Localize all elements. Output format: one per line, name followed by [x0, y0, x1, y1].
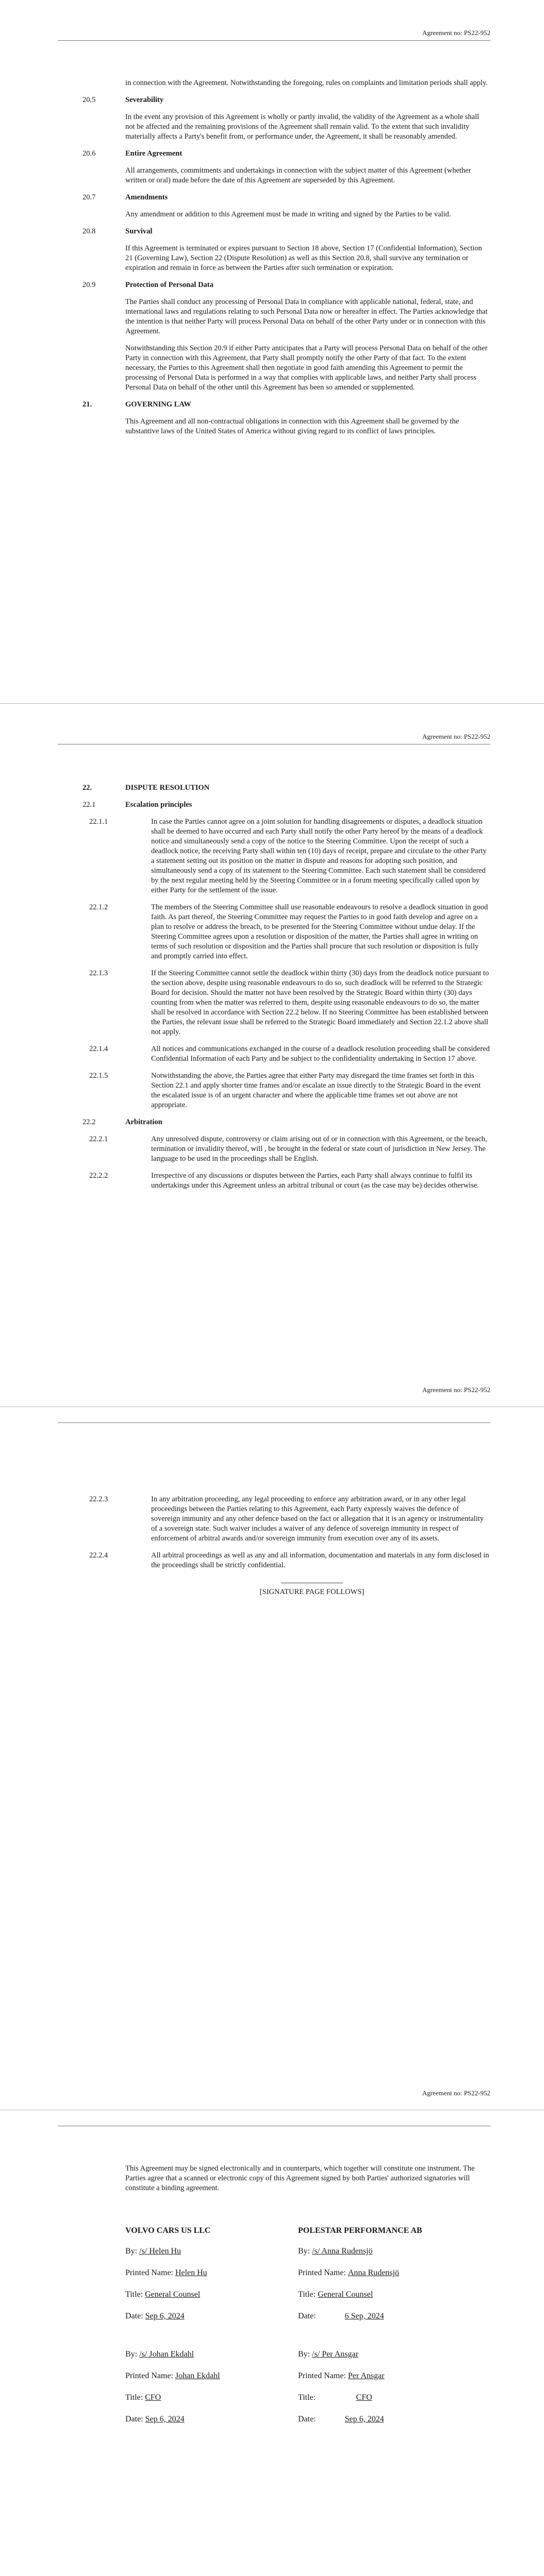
- printed-name-field[interactable]: Helen Hu: [175, 2268, 207, 2277]
- clause-number: 22.2.4: [89, 1551, 108, 1560]
- page-4-body: [36, 2164, 490, 2200]
- agreement-number-footer: Agreement no: PS22-952: [422, 1386, 490, 1394]
- section-21-text: This Agreement and all non-contractual obligations in connection with this Agreement shall be governed by the substantive laws of the United States of America without giving regard to its conflict of laws principles.: [125, 417, 459, 435]
- section-title: GOVERNING LAW: [125, 400, 191, 409]
- section-20-6: [36, 149, 490, 159]
- section-number: 20.8: [83, 227, 96, 235]
- intro-paragraph: in connection with the Agreement. Notwithstanding the foregoing, rules on complaints and limitation periods shall apply.: [125, 79, 488, 87]
- date-field[interactable]: 6 Sep, 2024: [344, 2312, 384, 2320]
- signer-2-by: By: /s/ Johan Ekdahl: [125, 2350, 217, 2359]
- clause-22-1-1: [36, 817, 490, 895]
- title-field[interactable]: CFO: [356, 2393, 372, 2402]
- section-title: Protection of Personal Data: [125, 281, 213, 289]
- printed-name-field[interactable]: Johan Ekdahl: [175, 2371, 220, 2380]
- section-title: Survival: [125, 227, 153, 235]
- page-4: [0, 2110, 544, 2576]
- clause-22-2-1: [36, 1134, 490, 1164]
- signature-page-follows-text: [SIGNATURE PAGE FOLLOWS]: [259, 1588, 365, 1596]
- signature-field[interactable]: /s/ Johan Ekdahl: [139, 2350, 194, 2359]
- section-20-7-text: Any amendment or addition to this Agreement must be made in writing and signed by the Parties to be valid.: [125, 210, 451, 218]
- clause-text: Any unresolved dispute, controversy or claim arising out of or in connection with this Agreement, or the breach, termination or invalidity thereof, will , be brought in the federal or state court of jurisdiction in New Jersey. The language to be used in the proceedings shall be English.: [151, 1135, 487, 1163]
- section-20-5-text: In the event any provision of this Agreement is wholly or partly invalid, the validity of the Agreement as a whole shall not be affected and the remaining provisions of the Agreement shall remain valid. To the extent that such invalidity materially affects a Party's benefit from, or performance under, the Agreement, it shall be reasonably amended.: [125, 113, 480, 141]
- header-rule: [58, 40, 490, 41]
- clause-number: 22.2.2: [89, 1172, 108, 1180]
- section-number: 22.2: [83, 1118, 96, 1126]
- signer-1-by: By: /s/ Anna Rudensjö: [298, 2247, 410, 2256]
- section-title: Severability: [125, 96, 164, 104]
- clause-text: All notices and communications exchanged in the course of a deadlock resolution proceeding shall be considered Confidential Information of each Party and be subject to the confidentiality undertaking in Section 17 above.: [151, 1045, 490, 1063]
- section-title: Amendments: [125, 193, 168, 201]
- page-2: [0, 704, 544, 1406]
- clause-22-1-2: [36, 903, 490, 961]
- section-20-8: [36, 227, 490, 236]
- page-1-body: [36, 78, 490, 444]
- signer-1-title: Title: General Counsel: [298, 2290, 410, 2299]
- section-22-2: [36, 1117, 490, 1127]
- page-2-body: [36, 783, 490, 1198]
- clause-22-1-5: [36, 1071, 490, 1110]
- section-21: [36, 400, 490, 410]
- section-20-6-text: All arrangements, commitments and undertakings in connection with the subject matter of this Agreement (whether written or oral) made before the date of this Agreement are superseded by this Agreement.: [125, 166, 471, 184]
- signer-1-name: Printed Name: Helen Hu: [125, 2268, 232, 2278]
- clause-text: Irrespective of any discussions or disputes between the Parties, each Party shall always continue to fulfil its undertakings under this Agreement unless an arbitral tribunal or court (as the case may be) decides otherwise.: [151, 1172, 479, 1190]
- section-number: 20.6: [83, 149, 96, 158]
- section-number: 22.: [83, 784, 92, 792]
- company-name: VOLVO CARS US LLC: [125, 2226, 211, 2235]
- clause-22-1-3: [36, 969, 490, 1037]
- section-20-9-text-2: Notwithstanding this Section 20.9 if either Party anticipates that a Party will process Personal Data on behalf of the other Party in connection with this Agreement, that Party shall promptly notify the other Party of that fact. To the extent necessary, the Parties to this Agreement shall then negotiate in good faith amending this Agreement to permit the processing of Personal Data is performed in a way that complies with applicable laws, and neither Party shall process Personal Data on behalf of the other until this Agreement has been so amended or supplemented.: [125, 344, 488, 392]
- clause-number: 22.1.5: [89, 1072, 108, 1080]
- counterparts-paragraph: This Agreement may be signed electronically and in counterparts, which together will constitute one instrument. The Parties agree that a scanned or electronic copy of this Agreement signed by both Parties' authorized signatories will constitute a binding agreement.: [125, 2164, 475, 2192]
- clause-text: The members of the Steering Committee shall use reasonable endeavours to resolve a deadlock situation in good faith. As part thereof, the Steering Committee may request the Parties to in good faith develop and agree on a plan to resolve or address the breach, to be presented for the Steering Committee without undue delay. If the Steering Committee agrees upon a resolution or disposition of the matter, the Parties shall agree in writing on terms of such resolution or disposition and the Parties shall procure that such resolution or disposition is fully and promptly carried into effect.: [151, 903, 488, 960]
- signer-2-name: Printed Name: Per Ansgar: [298, 2371, 425, 2381]
- clause-text: All arbitral proceedings as well as any and all information, documentation and materials in any form disclosed in the proceedings shall be strictly confidential.: [151, 1551, 489, 1569]
- clause-number: 22.1.4: [89, 1045, 108, 1053]
- signer-2-by: By: /s/ Per Ansgar: [298, 2350, 410, 2359]
- clause-number: 22.1.1: [89, 818, 108, 826]
- date-field[interactable]: Sep 6, 2024: [145, 2312, 185, 2320]
- section-title: DISPUTE RESOLUTION: [125, 784, 210, 792]
- title-field[interactable]: General Counsel: [318, 2290, 373, 2299]
- clause-number: 22.1.2: [89, 903, 108, 911]
- clause-text: In case the Parties cannot agree on a joint solution for handling disagreements or disputes, a deadlock situation shall be deemed to have occurred and each Party shall notify the other Party hereof by the means of a deadlock notice and simultaneously send a copy of the notice to the Steering Committee. Upon the receipt of such a deadlock notice, the receiving Party shall within ten (10) days of receipt, prepare and circulate to the other Party a statement setting out its position on the matter in dispute and reasons for adopting such position, and simultaneously send a copy of its statement to the Steering Committee. Each such statement shall be considered by the next regular meeting held by the Steering Committee or in a forum meeting specifically called upon by either Party for the settlement of the issue.: [151, 818, 487, 894]
- clause-number: 22.2.1: [89, 1135, 108, 1143]
- section-20-7: [36, 193, 490, 202]
- section-title: Entire Agreement: [125, 149, 183, 158]
- header-rule: [58, 1422, 490, 1423]
- section-20-8-text: If this Agreement is terminated or expires pursuant to Section 18 above, Section 17 (Confidential Information), Section 21 (Governing Law), Section 22 (Dispute Resolution) as well as this Section 20.8, shall survive any termination or expiration and remain in force as between the Parties after such termination or expiration.: [125, 244, 482, 272]
- signer-2-date: Date: Sep 6, 2024: [125, 2415, 218, 2424]
- section-20-9: [36, 280, 490, 290]
- clause-text: If the Steering Committee cannot settle the deadlock within thirty (30) days from the deadlock notice pursuant to the section above, despite using reasonable endeavours to do so, such deadlock will be referred to the Strategic Board for decision. Should the matter not have been resolved by the Strategic Board within thirty (30) days counting from when the matter was referred to them, despite using reasonable endeavours to do so, the matter shall be resolved in accordance with Section 22.2 below. If no Steering Committee has been established between the Parties, the relevant issue shall be referred to the Strategic Board immediately and Section 22.1.2 above shall not apply.: [151, 969, 489, 1036]
- signer-1-name: Printed Name: Anna Rudensjö: [298, 2268, 425, 2278]
- clause-number: 22.1.3: [89, 969, 108, 977]
- signature-field[interactable]: /s/ Anna Rudensjö: [312, 2247, 373, 2256]
- signer-2-title: Title: CFO: [298, 2393, 410, 2402]
- clause-text: In any arbitration proceeding, any legal proceeding to enforce any arbitration award, or in any other legal proceedings between the Parties relating to this Agreement, each Party expressly waives the defence of sovereign immunity and any other defence based on the fact or allegation that it is an agency or instrumentality of a sovereign state. Such waiver includes a waiver of any defence of sovereign immunity in respect of enforcement of arbitral awards and/or sovereign immunity from execution over any of its assets.: [151, 1495, 484, 1543]
- date-field[interactable]: Sep 6, 2024: [145, 2415, 185, 2424]
- section-number: 21.: [83, 400, 92, 409]
- signer-1-title: Title: General Counsel: [125, 2290, 217, 2299]
- clause-22-1-4: [36, 1044, 490, 1064]
- clause-22-2-2: [36, 1171, 490, 1191]
- section-number: 20.7: [83, 193, 96, 201]
- clause-text: Notwithstanding the above, the Parties agree that either Party may disregard the time frames set forth in this Section 22.1 and apply shorter time frames and/or escalate an issue directly to the Strategic Board in the event the escalated issue is of an urgent character and where the applicable time frames set out above are not appropriate.: [151, 1072, 481, 1109]
- section-20-9-text-1: The Parties shall conduct any processing of Personal Data in compliance with applicable national, federal, state, and international laws and regulations relating to such Personal Data now or hereafter in effect. The Parties acknowledge that the intention is that neither Party will process Personal Data on behalf of the other Party under or in connection with this Agreement.: [125, 298, 488, 335]
- page-1: [0, 0, 544, 703]
- section-22: [36, 783, 490, 793]
- signature-field[interactable]: /s/ Per Ansgar: [312, 2350, 358, 2359]
- date-field[interactable]: Sep 6, 2024: [344, 2415, 384, 2424]
- signer-2-title: Title: CFO: [125, 2393, 217, 2402]
- agreement-number-header: Agreement no: PS22-952: [422, 733, 490, 740]
- section-number: 20.5: [83, 96, 96, 104]
- signer-1-date: Date: 6 Sep, 2024: [298, 2312, 411, 2321]
- section-title: Arbitration: [125, 1118, 162, 1126]
- printed-name-field[interactable]: Anna Rudensjö: [348, 2268, 399, 2277]
- section-number: 20.9: [83, 281, 96, 289]
- title-field[interactable]: CFO: [145, 2393, 161, 2402]
- signature-page-follows: [36, 1578, 490, 1597]
- signer-1-date: Date: Sep 6, 2024: [125, 2312, 218, 2321]
- section-title: Escalation principles: [125, 801, 192, 809]
- signer-1-by: By: /s/ Helen Hu: [125, 2247, 217, 2256]
- company-name: POLESTAR PERFORMANCE AB: [298, 2226, 422, 2235]
- page-3: [0, 1407, 544, 2110]
- printed-name-field[interactable]: Per Ansgar: [348, 2371, 385, 2380]
- section-20-5: [36, 95, 490, 105]
- clause-22-2-3: [36, 1495, 490, 1544]
- clause-number: 22.2.3: [89, 1495, 108, 1503]
- title-field[interactable]: General Counsel: [145, 2290, 201, 2299]
- page-3-body: [36, 1495, 490, 1597]
- signature-field[interactable]: /s/ Helen Hu: [139, 2247, 181, 2256]
- signer-2-date: Date: Sep 6, 2024: [298, 2415, 411, 2424]
- signer-2-name: Printed Name: Johan Ekdahl: [125, 2371, 232, 2381]
- section-22-1: [36, 800, 490, 810]
- section-number: 22.1: [83, 801, 96, 809]
- clause-22-2-4: [36, 1551, 490, 1570]
- agreement-number-footer: Agreement no: PS22-952: [422, 2089, 490, 2097]
- agreement-number-header: Agreement no: PS22-952: [422, 29, 490, 37]
